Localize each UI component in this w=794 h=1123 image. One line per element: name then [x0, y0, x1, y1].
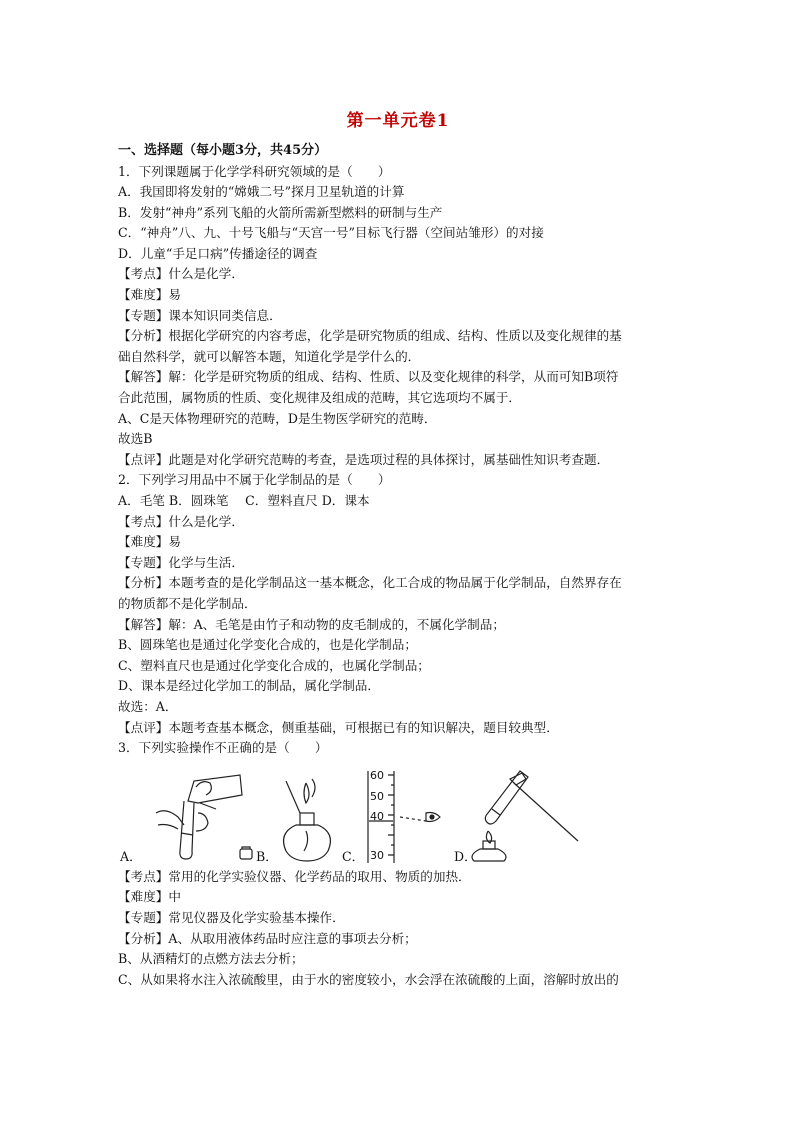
text-line: 【分析】本题考查的是化学制品这一基本概念，化工合成的物品属于化学制品，自然界存在: [118, 575, 622, 591]
text-line: 的物质都不是化学制品．: [118, 595, 257, 611]
text-line: 【专题】化学与生活．: [118, 554, 244, 570]
text-line: 【难度】易: [118, 534, 181, 550]
text-line: 【分析】A、从取用液体药品时应注意的事项去分析；: [118, 930, 417, 946]
text-line: 【点评】本题考查基本概念，侧重基础，可根据已有的知识解决，题目较典型．: [118, 719, 559, 735]
text-line: 【考点】什么是化学．: [118, 266, 244, 282]
text-line: C．“神舟”八、九、十号飞船与“天宫一号”目标飞行器（空间站雏形）的对接: [118, 225, 544, 241]
document-page: [118, 100, 678, 990]
figure-label-b: B．: [256, 848, 278, 864]
text-line: 【专题】常见仪器及化学实验基本操作．: [118, 909, 345, 925]
text-line: 础自然科学，就可以解答本题，知道化学是学什么的．: [118, 348, 421, 364]
question-block-3: [118, 738, 678, 990]
text-line: 合此范围，属物质的性质、变化规律及组成的范畴，其它选项均不属于．: [118, 390, 521, 406]
text-line: A、C是天体物理研究的范畴，D是生物医学研究的范畴．: [118, 410, 437, 426]
text-line: 【分析】根据化学研究的内容考虑，化学是研究物质的组成、结构、性质以及变化规律的基: [118, 328, 622, 344]
tick-label-30: 30: [370, 848, 384, 862]
text-line: B、圆珠笔也是通过化学变化合成的，也是化学制品；: [118, 637, 417, 653]
text-line: 【解答】解：A、毛笔是由竹子和动物的皮毛制成的，不属化学制品；: [118, 616, 505, 632]
text-line: 【点评】此题是对化学研究范畴的考查，是选项过程的具体探讨，属基础性知识考查题．: [118, 451, 610, 467]
text-line: 故选：A．: [118, 698, 178, 714]
text-line: D、课本是经过化学加工的制品，属化学制品．: [118, 678, 380, 694]
text-line: C、塑料直尺也是通过化学变化合成的，也属化学制品；: [118, 657, 430, 673]
heating-test-tube-figure: [470, 769, 590, 865]
text-line: 1．下列课题属于化学学科研究领域的是（ ）: [118, 163, 391, 179]
text-line: B、从酒精灯的点燃方法去分析；: [118, 951, 304, 967]
graduated-cylinder-figure: [360, 769, 460, 865]
text-line: 故选B: [118, 431, 153, 447]
text-line: 2．下列学习用品中不属于化学制品的是（ ）: [118, 472, 391, 488]
lamp-cap-figure: [230, 845, 260, 865]
text-line: 【解答】解：化学是研究物质的组成、结构、性质、以及变化规律的科学，从而可知B项符: [118, 369, 619, 385]
figure-label-c: C．: [342, 848, 365, 864]
text-line: C、从如果将水注入浓硫酸里，由于水的密度较小，水会浮在浓硫酸的上面，溶解时放出的: [118, 971, 619, 987]
text-line: B．发射“神舟”系列飞船的火箭所需新型燃料的研制与生产: [118, 204, 443, 220]
text-line: 【难度】中: [118, 889, 181, 905]
alcohol-lamp-figure: [276, 773, 340, 865]
figure-label-a: A．: [120, 848, 142, 864]
question-block-1: [118, 162, 678, 471]
experiment-figures: [118, 767, 678, 865]
section-heading: 一、选择题（每小题3分，共45分）: [118, 143, 328, 158]
tick-label-50: 50: [370, 789, 384, 803]
text-line: 【专题】课本知识同类信息．: [118, 307, 282, 323]
question-block-2: [118, 470, 678, 738]
text-line: A．毛笔 B．圆珠笔 C．塑料直尺 D．课本: [118, 493, 370, 508]
text-line: 【考点】什么是化学．: [118, 513, 244, 529]
text-line: D．儿童“手足口病”传播途径的调查: [118, 245, 318, 261]
figure-label-d: D．: [454, 848, 477, 864]
text-line: 【难度】易: [118, 287, 181, 303]
tick-label-60: 60: [370, 768, 384, 782]
page-title: 第一单元卷1: [346, 111, 450, 131]
text-line: 3．下列实验操作不正确的是（ ）: [118, 740, 328, 756]
text-line: 【考点】常用的化学实验仪器、化学药品的取用、物质的加热．: [118, 868, 471, 884]
text-line: A．我国即将发射的“嫦娥二号”探月卫星轨道的计算: [118, 184, 405, 200]
tick-label-40: 40: [370, 809, 384, 823]
